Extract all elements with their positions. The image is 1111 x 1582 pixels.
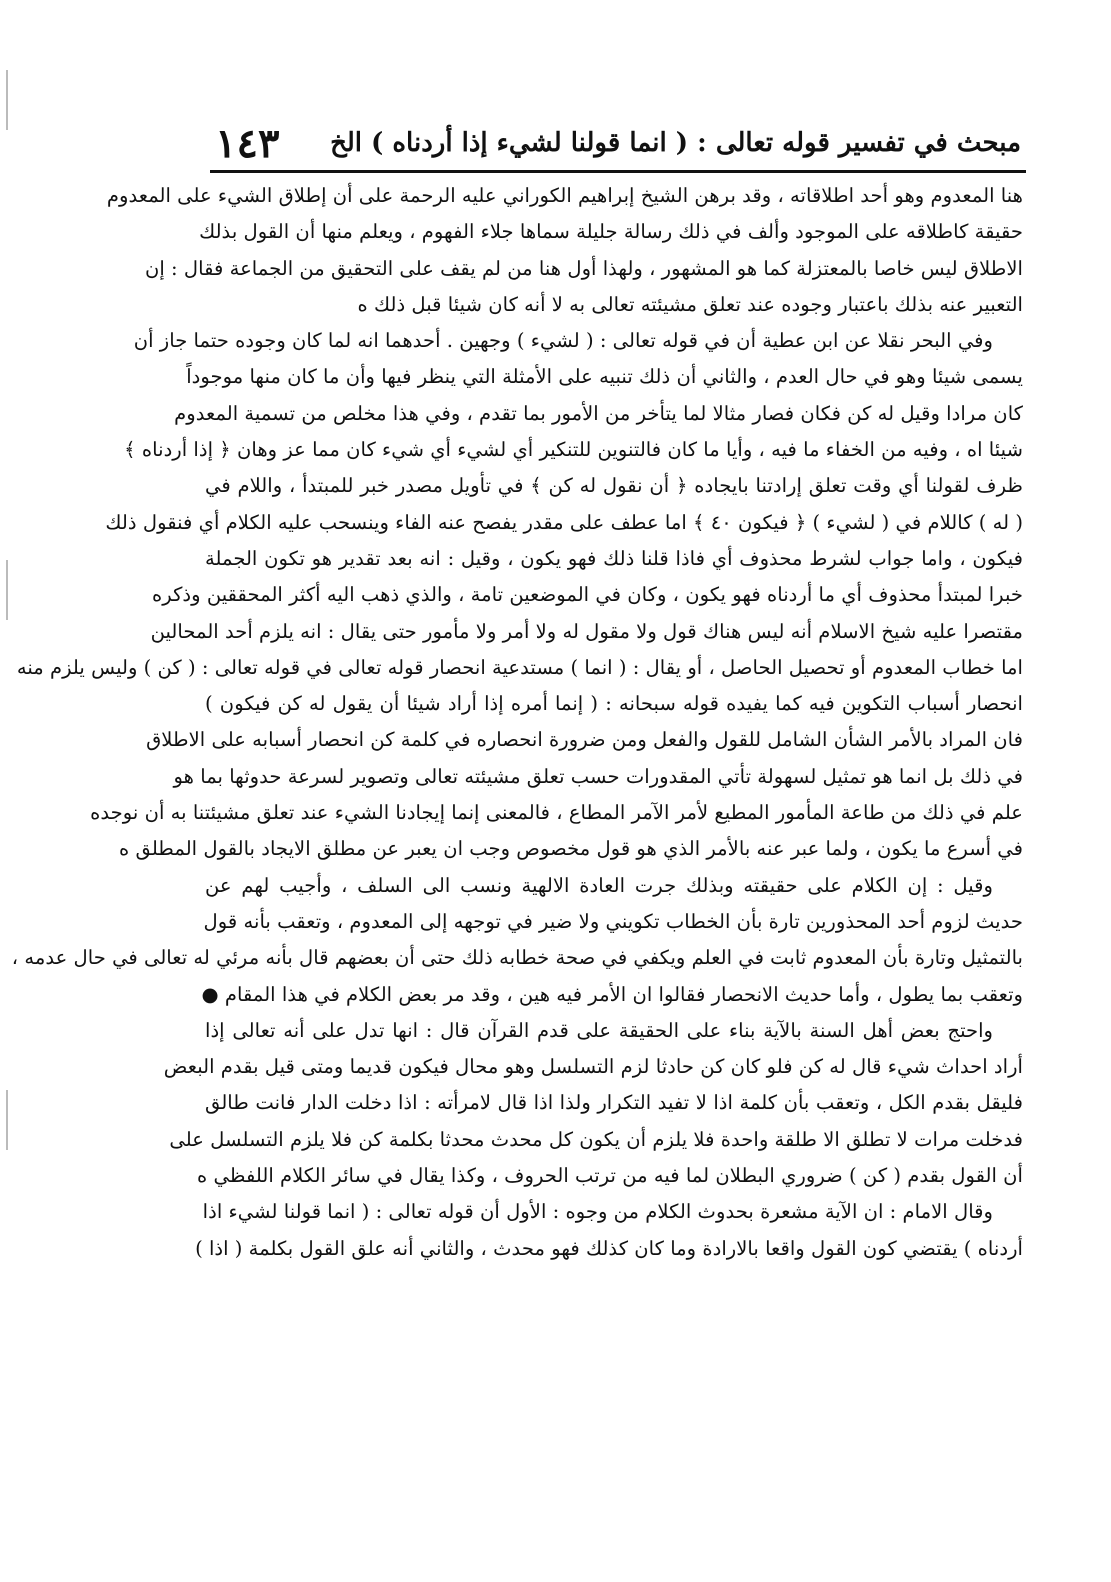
- text-body: [11, 178, 1023, 1267]
- header-rule: [210, 170, 1026, 173]
- text-line: واحتج بعض أهل السنة بالآية بناء على الحقيقة على قدم القرآن قال : انها تدل على أنه تعالى إذا: [205, 1018, 993, 1042]
- text-line: اما خطاب المعدوم أو تحصيل الحاصل ، أو يقال : ( انما ) مستدعية انحصار قوله تعالى في قوله تعالى : ( كن ) وليس يلزم منه: [16, 655, 1023, 679]
- text-line: وقيل : إن الكلام على حقيقته وبذلك جرت العادة الالهية ونسب الى السلف ، وأجيب لهم عن: [205, 873, 993, 897]
- text-line: فدخلت مرات لا تطلق الا طلقة واحدة فلا يلزم أن يكون كل محدث محدثا بكلمة كن فلا يلزم التسلسل على: [169, 1127, 1023, 1151]
- text-line: مقتصرا عليه شيخ الاسلام أنه ليس هناك قول ولا مقول له ولا أمر ولا مأمور حتى يقال : انه يلزم أحد المحالين: [150, 619, 1023, 643]
- page-number: ١٤٣: [215, 119, 280, 167]
- text-line: هنا المعدوم وهو أحد اطلاقاته ، وقد برهن الشيخ إبراهيم الكوراني عليه الرحمة على أن إطلاق الشيء على المعدوم: [106, 184, 1023, 207]
- text-line: في ذلك بل انما هو تمثيل لسهولة تأتي المقدورات حسب تعلق مشيئته تعالى وتصوير لسرعة حدوثها بما هو: [173, 764, 1023, 788]
- text-line: في أسرع ما يكون ، ولما عبر عنه بالأمر الذي هو قول مخصوص وجب ان يعبر عن مطلق الايجاد بالقول المطلق ه: [118, 837, 1023, 861]
- text-line: أراد احداث شيء قال له كن فلو كان كن حادثا لزم التسلسل وهو محال فيكون قديما ومتى قيل بقدم البعض: [163, 1055, 1023, 1079]
- scan-edge-mark: [6, 70, 8, 130]
- text-line: خبرا لمبتدأ محذوف أي ما أردناه فهو يكون ، وكان في الموضعين تامة ، والذي ذهب اليه أكثر المحققين وذكره: [152, 583, 1023, 607]
- text-line: حقيقة كاطلاقه على الموجود وألف في ذلك رسالة جليلة سماها جلاء الفهوم ، ويعلم منها أن القول بذلك: [199, 220, 1023, 244]
- text-line: وفي البحر نقلا عن ابن عطية أن في قوله تعالى : ( لشيء ) وجهين . أحدهما انه لما كان وجوده حتما جاز أن: [133, 329, 993, 353]
- text-line: أن القول بقدم ( كن ) ضروري البطلان لما فيه من ترتب الحروف ، وكذا يقال في سائر الكلام اللفظي ه: [197, 1164, 1023, 1188]
- text-line: انحصار أسباب التكوين فيه كما يفيده قوله سبحانه : ( إنما أمره إذا أراد شيئا أن يقول له كن فيكون ): [205, 692, 1023, 716]
- text-line: ظرف لقولنا أي وقت تعلق إرادتنا بايجاده ﴿ أن نقول له كن ﴾ في تأويل مصدر خبر للمبتدأ ، واللام في: [205, 474, 1023, 498]
- text-line: يسمى شيئا وهو في حال العدم ، والثاني أن ذلك تنبيه على الأمثلة التي ينظر فيها وأن ما كان منها موجوداً: [186, 365, 1023, 389]
- text-line: ( له ) كاللام في ( لشيء ) ﴿ فيكون ٤٠ ﴾ اما عطف على مقدر يفصح عنه الفاء وينسحب عليه الكلام أي فنقول ذلك: [105, 510, 1023, 534]
- text-line: علم في ذلك من طاعة المأمور المطيع لأمر الآمر المطاع ، فالمعنى إنما إيجادنا الشيء عند تعلق مشيئتنا به أن نوجده: [90, 801, 1023, 825]
- text-line: فيكون ، واما جواب لشرط محذوف أي فاذا قلنا ذلك فهو يكون ، وقيل : انه بعد تقدير هو تكون الجملة: [205, 546, 1023, 570]
- text-line: بالتمثيل وتارة بأن المعدوم ثابت في العلم ويكفي في صحة خطابه ذلك حتى أن بعضهم قال بأنه مرئي له تعالى في حال عدمه ،: [11, 946, 1023, 970]
- text-line: التعبير عنه بذلك باعتبار وجوده عند تعلق مشيئته تعالى به لا أنه كان شيئا قبل ذلك ه: [357, 292, 1023, 316]
- text-line: حديث لزوم أحد المحذورين تارة بأن الخطاب تكويني ولا ضير في توجهه إلى المعدوم ، وتعقب بأنه قول: [203, 909, 1023, 933]
- page-header: [215, 118, 1021, 168]
- scan-edge-mark: [6, 1090, 8, 1150]
- scan-edge-mark: [6, 560, 8, 620]
- text-line: وقال الامام : ان الآية مشعرة بحدوث الكلام من وجوه : الأول أن قوله تعالى : ( انما قولنا لشيء اذا: [202, 1200, 993, 1224]
- text-line: فان المراد بالأمر الشأن الشامل للقول والفعل ومن ضرورة انحصاره في كلمة كن انحصار أسبابه على الاطلاق: [146, 728, 1023, 752]
- text-line: شيئا اه ، وفيه من الخفاء ما فيه ، وأيا ما كان فالتنوين للتنكير أي لشيء أي شيء كان مما عز وهان ﴿ إذا أردناه ﴾: [124, 438, 1023, 462]
- text-line: كان مرادا وقيل له كن فكان فصار مثالا لما يتأخر من الأمور بما تقدم ، وفي هذا مخلص من تسمية المعدوم: [174, 401, 1023, 425]
- text-line: أردناه ) يقتضي كون القول واقعا بالارادة وما كان كذلك فهو محدث ، والثاني أنه علق القول بكلمة ( اذا ): [195, 1236, 1023, 1260]
- running-title: مبحث في تفسير قوله تعالى : ( انما قولنا لشيء إذا أردناه ) الخ: [330, 128, 1021, 158]
- text-line: فليقل بقدم الكل ، وتعقب بأن كلمة اذا لا تفيد التكرار ولذا اذا قال لامرأته : اذا دخلت الدار فانت طالق: [205, 1091, 1023, 1115]
- text-line: الاطلاق ليس خاصا بالمعتزلة كما هو المشهور ، ولهذا أول هنا من لم يقف على التحقيق من الجماعة فقال : إن: [145, 256, 1023, 280]
- text-line: وتعقب بما يطول ، وأما حديث الانحصار فقالوا ان الأمر فيه هين ، وقد مر بعض الكلام في هذا المقام ●: [201, 982, 1023, 1006]
